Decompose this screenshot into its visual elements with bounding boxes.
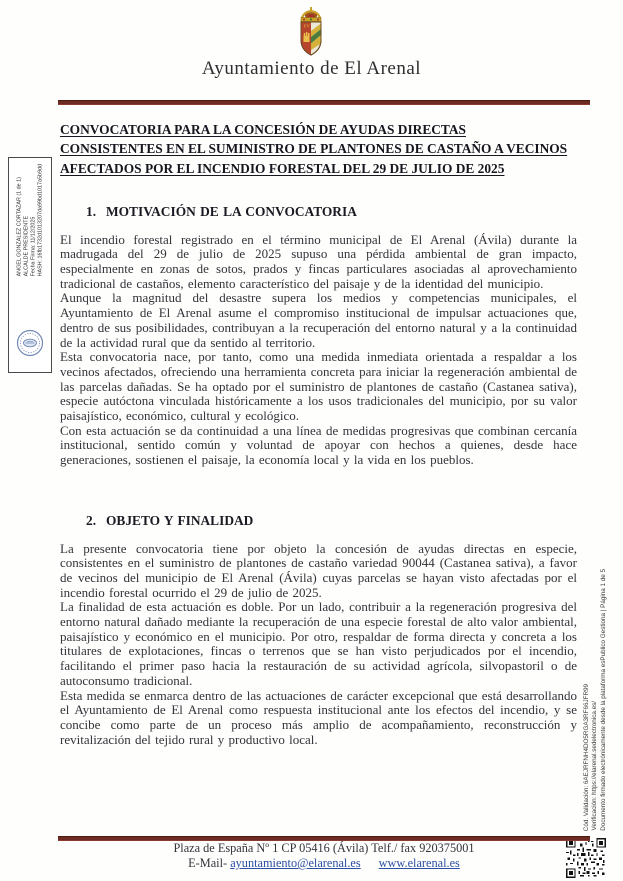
signer-role: ALCALDE PRESIDENTE	[23, 215, 30, 277]
email-label: E-Mail-	[188, 856, 228, 870]
section-2-title: OBJETO Y FINALIDAD	[106, 512, 254, 528]
website-link[interactable]: www.elarenal.es	[378, 856, 460, 870]
section-2-paragraph-3: Esta medida se enmarca dentro de las actuaciones de carácter excepcional que está desarrollando el Ayuntamiento de El Arenal como respuesta institucional ante los efectos del incendio, y se concibe como parte de un proceso más amplio de acompañamiento, reconstrucción y revitalización del tejido rural y productivo local.	[60, 687, 577, 747]
municipal-coat-of-arms-icon	[281, 6, 341, 62]
signature-stamp-box	[8, 157, 52, 373]
validation-code-text: Cód. Validación: 6AEJRFNH4DO5RGA3RF66JFR99	[583, 683, 590, 831]
header-divider-rule	[58, 100, 590, 105]
signature-date: Fecha Firma: 11/12/2025	[30, 216, 37, 277]
document-title	[60, 120, 577, 178]
section-1-paragraph-2: Aunque la magnitud del desastre supera los medios y competencias municipales, el Ayuntamiento de El Arenal asume el compromiso institucional de impulsar actuaciones que, dentro de sus posibilidades, contribuyan a la recuperación del entorno natural y a la continuidad de la actividad rural que da sentido al territorio.	[60, 290, 577, 350]
signature-stamp-text	[17, 164, 44, 276]
signature-hash: HASH: 16fb1732d1013207da99bd1017a5b9dd	[37, 164, 44, 277]
section-2-number: 2.	[86, 512, 97, 528]
platform-signature-text: Documento firmado electrónicamente desde la plataforma esPublico Gestiona | Página 1 de 5	[600, 569, 607, 831]
document-title-line-1: CONVOCATORIA PARA LA CONCESIÓN DE AYUDAS DIRECTAS	[60, 122, 466, 137]
section-2-heading	[60, 514, 577, 529]
signer-name: ANGEL GONZALEZ CORTAZAR (1 de 1)	[16, 177, 23, 277]
section-1-title: MOTIVACIÓN DE LA CONVOCATORIA	[106, 203, 357, 219]
document-title-line-2: CONSISTENTES EN EL SUMINISTRO DE PLANTONES DE CASTAÑO A VECINOS	[60, 141, 568, 157]
document-title-line-3: AFECTADOS POR EL INCENDIO FORESTAL DEL 29 DE JULIO DE 2025	[60, 160, 505, 176]
section-1-number: 1.	[86, 203, 97, 219]
circular-municipal-seal-icon	[15, 328, 45, 358]
section-1-paragraph-1: El incendio forestal registrado en el término municipal de El Arenal (Ávila) durante la madrugada del 29 de julio de 2025 supuso una pérdida ambiental de gran impacto, especialmente en zonas de sotos, prados y fincas particulares asociadas al aprovechamiento tradicional de castaños, elemento característico del paisaje y de la identidad del municipio.	[60, 231, 577, 291]
verification-url-text: Verificación: https://elarenal.sedelectronica.es/	[591, 701, 598, 831]
footer-contact-line	[58, 856, 590, 871]
section-2-paragraph-2: La finalidad de esta actuación es doble. Por un lado, contribuir a la regeneración progresiva del entorno natural dañado mediante la recuperación de una especie forestal de alto valor ambiental, paisajístico y económico en el municipio. Por otro, respaldar de forma directa y concreta a los titulares de explotaciones, fincas o terrenos que se han visto perjudicados por el incendio, facilitando el primer paso hacia la restauración de su actividad agrícola, silvopastoril o de autoconsumo tradicional.	[60, 599, 577, 688]
section-1-paragraph-4: Con esta actuación se da continuidad a una línea de medidas progresivas que combinan cercanía institucional, sentido común y voluntad de apoyar con hechos a quienes, desde hace generaciones, sostienen el paisaje, la economía local y la vida en los pueblos.	[60, 422, 577, 468]
organization-name: Ayuntamiento de El Arenal	[201, 58, 422, 79]
svg-text:FV: FV	[304, 23, 310, 29]
document-body	[60, 120, 577, 747]
email-link[interactable]: ayuntamiento@elarenal.es	[230, 856, 361, 870]
section-1-heading	[60, 205, 577, 220]
page-footer	[58, 841, 590, 871]
footer-address: Plaza de España Nº 1 CP 05416 (Ávila) Telf./ fax 920375001	[173, 841, 475, 855]
section-1-paragraph-3: Esta convocatoria nace, por tanto, como una medida inmediata orientada a respaldar a los vecinos afectados, ofreciendo una herramienta concreta para iniciar la regeneración ambiental de las parcelas dañadas. Se ha optado por el suministro de plantones de castaño (Castanea sativa), especie autóctona vinculada históricamente a los usos tradicionales del municipio, por su valor paisajístico, económico, cultural y ecológico.	[60, 349, 577, 424]
section-2-paragraph-1: La presente convocatoria tiene por objeto la concesión de ayudas directas en especie, consistentes en el suministro de plantones de castaño variedad 90044 (Castanea sativa), a favor de vecinos del municipio de El Arenal (Ávila) cuyas parcelas se hayan visto afectadas por el incendio forestal ocurrido el 29 de julio de 2025.	[60, 540, 577, 600]
